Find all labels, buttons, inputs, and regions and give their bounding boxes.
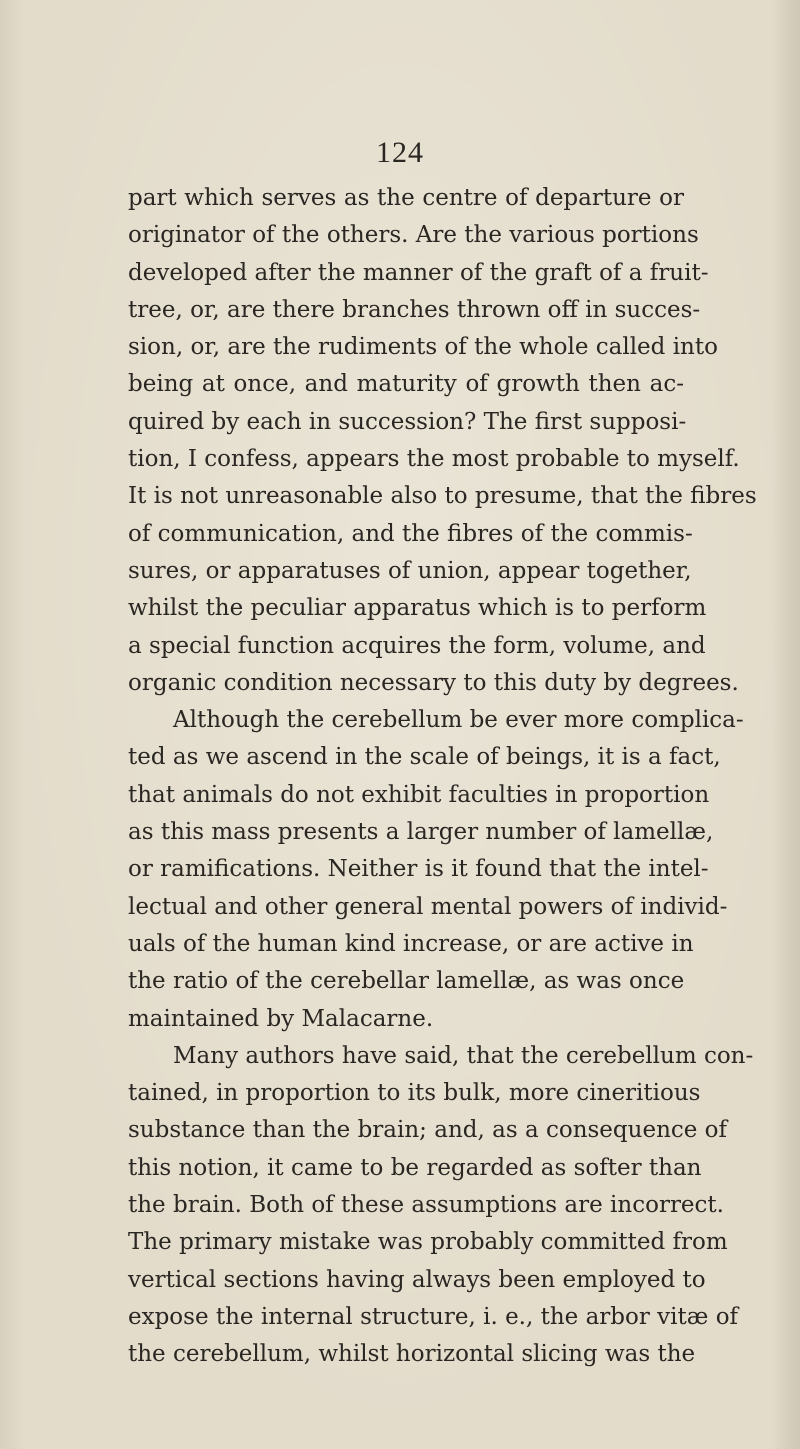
text-line: or ramifications. Neither is it found that the intel- <box>128 856 709 883</box>
text-line: expose the internal structure, i. e., the arbor vitæ of <box>128 1303 739 1330</box>
text-line: organic condition necessary to this duty by degrees. <box>128 669 739 696</box>
text-line: uals of the human kind increase, or are active in <box>128 930 694 957</box>
text-line: the ratio of the cerebellar lamellæ, as was once <box>128 968 685 995</box>
text-line: maintained by Malacarne. <box>128 1005 434 1032</box>
text-line: tained, in proportion to its bulk, more cineritious <box>128 1080 701 1107</box>
text-line: lectual and other general mental powers of individ- <box>128 893 728 920</box>
text-line: whilst the peculiar apparatus which is to perform <box>128 595 707 622</box>
text-line: part which serves as the centre of departure or <box>128 185 684 211</box>
text-line: Many authors have said, that the cerebellum con- <box>173 1042 754 1069</box>
text-line: the brain. Both of these assumptions are incorrect. <box>128 1192 724 1219</box>
text-line: being at once, and maturity of growth then ac- <box>128 371 684 398</box>
text-line: sion, or, are the rudiments of the whole called into <box>128 334 718 361</box>
text-line: originator of the others. Are the various portions <box>128 222 699 249</box>
text-line: substance than the brain; and, as a consequence of <box>128 1117 728 1144</box>
text-line: It is not unreasonable also to presume, that the fibres <box>128 483 757 510</box>
text-line: quired by each in succession? The first supposi- <box>128 408 687 435</box>
text-line: Although the cerebellum be ever more complica- <box>173 707 744 734</box>
page-number: 124 <box>376 136 424 169</box>
text-line: The primary mistake was probably committed from <box>128 1229 728 1256</box>
text-line: this notion, it came to be regarded as softer than <box>128 1154 702 1181</box>
text-line: tree, or, are there branches thrown off in succes- <box>128 296 701 323</box>
text-line: of communication, and the fibres of the commis- <box>128 520 693 547</box>
text-line: the cerebellum, whilst horizontal slicing was the <box>128 1341 696 1368</box>
text-line: a special function acquires the form, volume, and <box>128 632 706 659</box>
text-line: as this mass presents a larger number of lamellæ, <box>128 819 714 846</box>
text-line: sures, or apparatuses of union, appear together, <box>128 557 692 584</box>
body-text <box>128 180 757 1374</box>
text-line: developed after the manner of the graft of a fruit- <box>128 259 709 286</box>
text-line: that animals do not exhibit faculties in proportion <box>128 781 710 808</box>
text-line: ted as we ascend in the scale of beings, it is a fact, <box>128 744 721 771</box>
text-line: vertical sections having always been employed to <box>128 1266 706 1293</box>
text-line: tion, I confess, appears the most probable to myself. <box>128 446 740 473</box>
